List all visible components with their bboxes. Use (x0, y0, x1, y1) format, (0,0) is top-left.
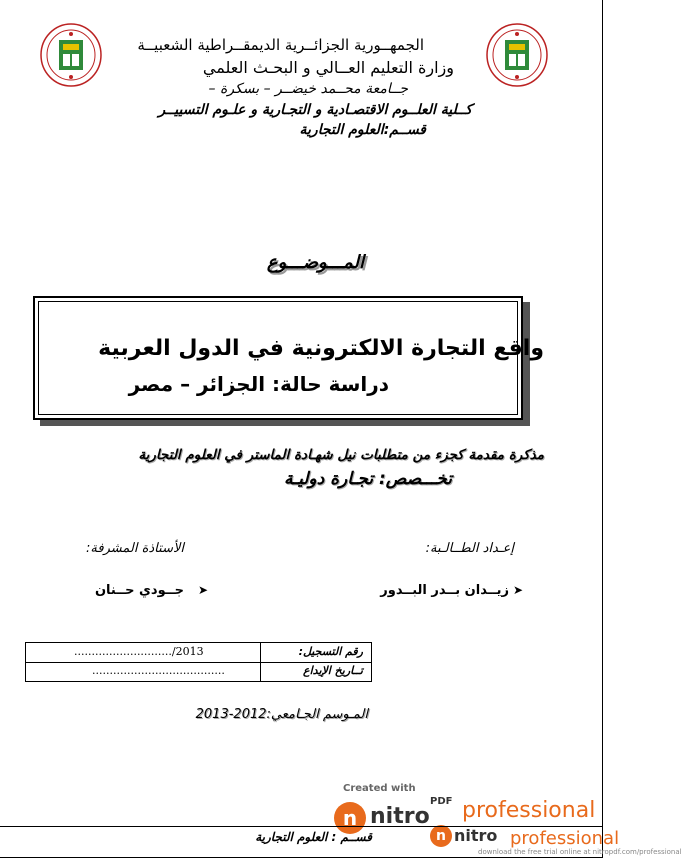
watermark-brand-repeat: nitro (454, 826, 498, 845)
watermark-edition: professional (462, 798, 596, 823)
supervisor-label: الأستاذة المشرفة: (86, 541, 184, 556)
watermark-created-with: Created with (343, 783, 416, 794)
memo-statement: مذكرة مقدمة كجزء من متطلبات نيل شهـادة الماستر في العلوم التجارية (138, 447, 544, 463)
deposit-date-value: ...................................... (92, 664, 225, 677)
university-heading: جــامعة محــمد خيضــر – بسكرة – (208, 81, 408, 97)
supervisor-name: جــودي حــنان (94, 583, 184, 598)
registration-number-value: ............................/2013 (74, 645, 204, 658)
student-name: زيــدان بــدر البــدور (380, 583, 509, 598)
faculty-heading: كــلية العلــوم الاقتصـادية و التجـارية و علـوم التسييــر (158, 102, 472, 118)
academic-season: المـوسم الجـامعي:2012-2013 (195, 707, 368, 722)
arrow-bullet-icon: ➤ (513, 583, 524, 597)
university-logo-right (484, 22, 550, 88)
registration-table (25, 642, 372, 682)
ministry-heading: وزارة التعليم العــالي و البحـث العلمي (202, 58, 454, 77)
footer-divider (0, 826, 603, 827)
footer-department: قســم : العلوم التجارية (255, 830, 372, 844)
nitro-watermark (330, 780, 682, 868)
nitro-logo-icon: n (430, 825, 452, 847)
table-row (26, 662, 371, 681)
student-label: إعـداد الطــالـبة: (425, 541, 514, 556)
thesis-title-line1: واقع التجارة الالكترونية في الدول العربية (98, 336, 544, 361)
watermark-pdf: PDF (430, 796, 453, 807)
republic-heading: الجمهــورية الجزائــرية الديمقــراطية الشعبيــة (137, 36, 424, 54)
subject-label: المـــوضـــوع (266, 252, 364, 273)
arrow-bullet-icon: ➤ (198, 583, 209, 597)
watermark-edition-repeat: professional (510, 828, 620, 849)
registration-number-label: رقم التسجيل: (298, 645, 363, 658)
deposit-date-label: تــاريخ الإيداع (303, 664, 363, 677)
specialty: تخـــصص: تجـارة دوليـة (283, 469, 452, 489)
watermark-brand: nitro (370, 804, 430, 829)
table-row (26, 643, 371, 663)
university-logo-left (38, 22, 104, 88)
nitro-logo-icon: n (334, 802, 366, 834)
watermark-download-text: download the free trial online at nitropdf.com/professional (478, 848, 682, 856)
department-heading: قســم:العلوم التجارية (299, 122, 426, 138)
thesis-title-line2: دراسة حالة: الجزائر – مصر (128, 372, 389, 396)
